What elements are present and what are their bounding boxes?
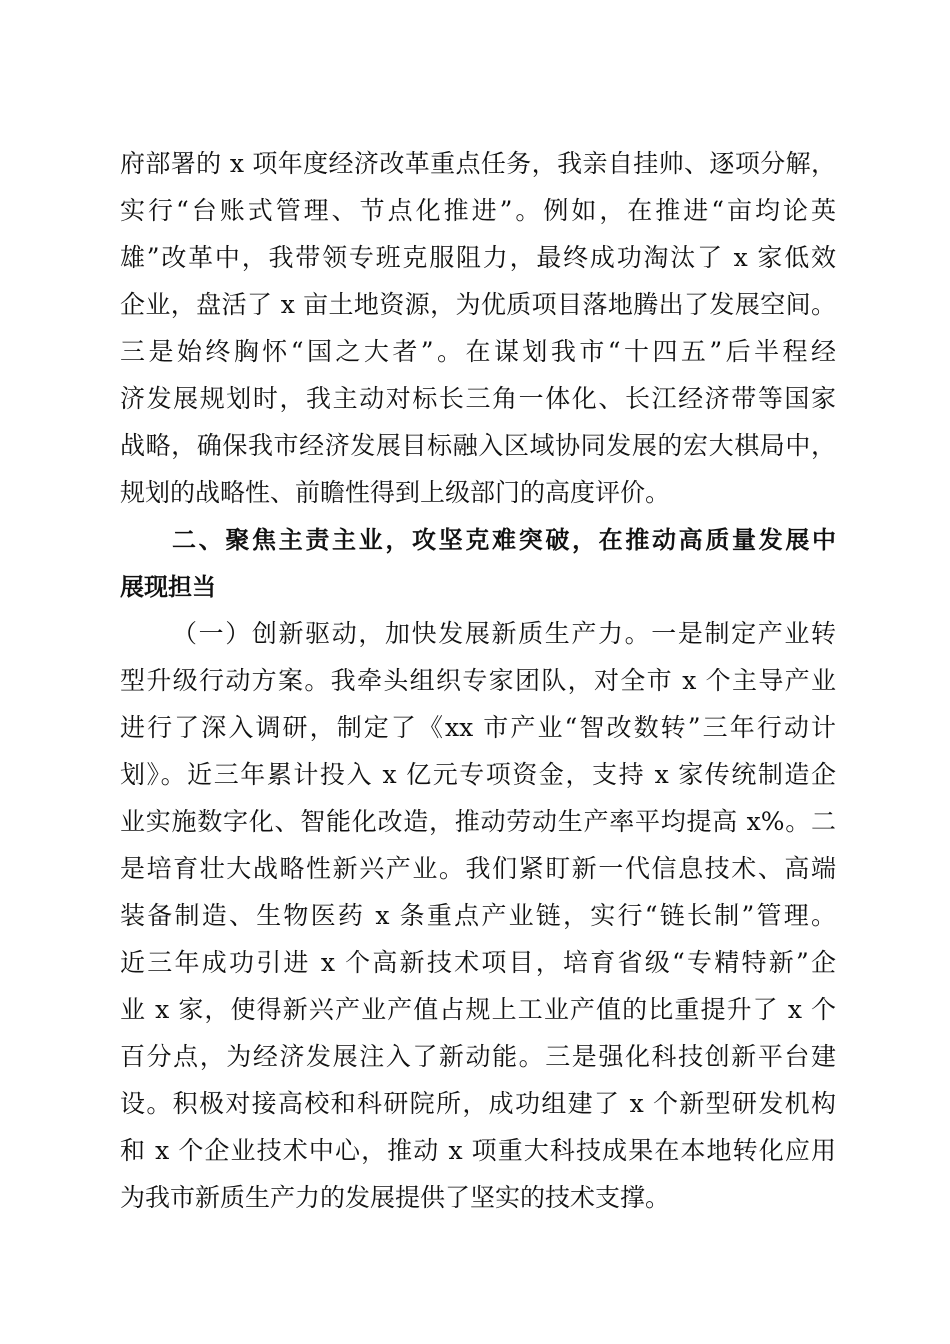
paragraph-2-line: （一）创新驱动，加快发展新质生产力。一是制定产业转	[172, 619, 836, 648]
paragraph-2-line: 为我市新质生产力的发展提供了坚实的技术支撑。	[120, 1183, 671, 1212]
paragraph-2-line: 百分点，为经济发展注入了新动能。三是强化科技创新平台建	[120, 1042, 836, 1071]
paragraph-2-line: 和 x 个企业技术中心，推动 x 项重大科技成果在本地转化应用	[120, 1136, 836, 1165]
paragraph-2-line: 是培育壮大战略性新兴产业。我们紧盯新一代信息技术、高端	[120, 854, 836, 883]
paragraph-2-line: 近三年成功引进 x 个高新技术项目，培育省级“专精特新”企	[120, 948, 836, 977]
section-heading: 展现担当	[120, 573, 216, 601]
paragraph-2-line: 划》。近三年累计投入 x 亿元专项资金，支持 x 家传统制造企	[120, 760, 836, 789]
paragraph-2-line: 业 x 家，使得新兴产业产值占规上工业产值的比重提升了 x 个	[120, 995, 836, 1024]
paragraph-2-line: 装备制造、生物医药 x 条重点产业链，实行“链长制”管理。	[120, 901, 836, 930]
paragraph-2-line: 设。积极对接高校和科研院所，成功组建了 x 个新型研发机构	[120, 1089, 836, 1118]
paragraph-1-line: 府部署的 x 项年度经济改革重点任务，我亲自挂帅、逐项分解，	[120, 149, 836, 178]
paragraph-1-line: 雄”改革中，我带领专班克服阻力，最终成功淘汰了 x 家低效	[120, 243, 836, 272]
paragraph-1-line: 规划的战略性、前瞻性得到上级部门的高度评价。	[120, 478, 671, 507]
paragraph-2-line: 业实施数字化、智能化改造，推动劳动生产率平均提高 x%。二	[120, 807, 836, 836]
paragraph-1-line: 实行“台账式管理、节点化推进”。例如，在推进“亩均论英	[120, 196, 836, 225]
paragraph-1-line: 济发展规划时，我主动对标长三角一体化、长江经济带等国家	[120, 384, 836, 413]
paragraph-1-line: 企业，盘活了 x 亩土地资源，为优质项目落地腾出了发展空间。	[120, 290, 836, 319]
paragraph-1-line: 战略，确保我市经济发展目标融入区域协同发展的宏大棋局中，	[120, 431, 836, 460]
section-heading: 二、聚焦主责主业，攻坚克难突破，在推动高质量发展中	[172, 526, 836, 554]
paragraph-1-line: 三是始终胸怀“国之大者”。在谋划我市“十四五”后半程经	[120, 337, 836, 366]
paragraph-2-line: 型升级行动方案。我牵头组织专家团队，对全市 x 个主导产业	[120, 666, 836, 695]
paragraph-2-line: 进行了深入调研，制定了《xx 市产业“智改数转”三年行动计	[120, 713, 836, 742]
